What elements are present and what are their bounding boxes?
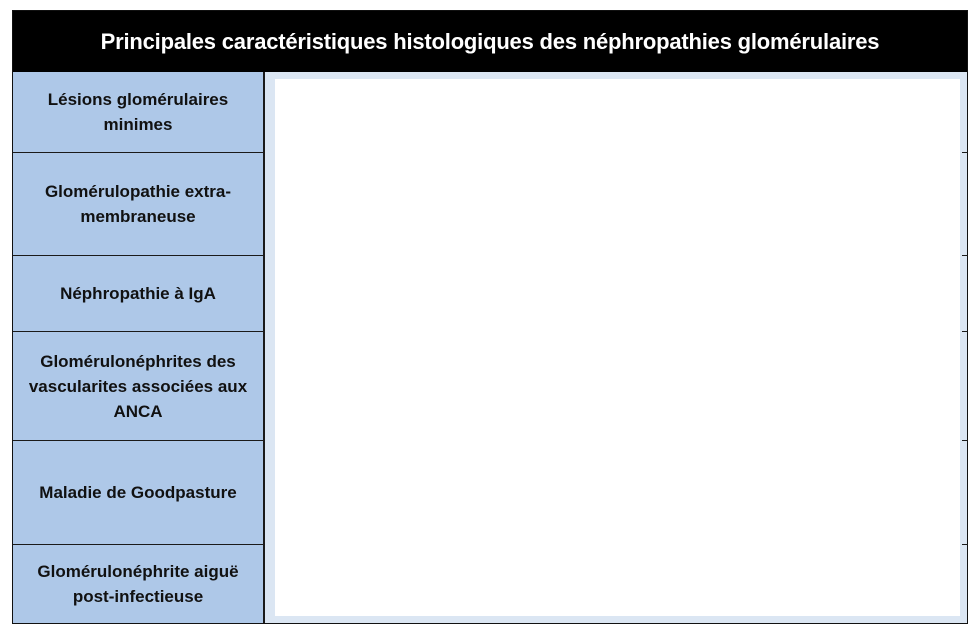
- row-label-column: [13, 72, 265, 623]
- row-label-anca: Glomérulonéphrites des vascularites associées aux ANCA: [28, 351, 248, 421]
- row-label-iga: Néphropathie à IgA: [60, 284, 216, 303]
- row-tick: [962, 331, 968, 332]
- row-tick: [962, 152, 968, 153]
- description-column: [265, 72, 967, 623]
- row-label-post-infectious: Glomérulonéphrite aiguë post-infectieuse: [37, 562, 239, 606]
- table-title: Principales caractéristiques histologiques des néphropathies glomérulaires: [13, 11, 967, 72]
- row-tick: [962, 255, 968, 256]
- histology-table: [12, 10, 968, 624]
- row-label-minimal-lesions: Lésions glomérulaires minimes: [47, 90, 229, 134]
- row-label-goodpasture: Maladie de Goodpasture: [39, 483, 237, 502]
- description-panel: [275, 79, 960, 616]
- row-tick: [962, 544, 968, 545]
- row-label-membranous: Glomérulopathie extra-membraneuse: [44, 182, 232, 226]
- row-tick: [962, 440, 968, 441]
